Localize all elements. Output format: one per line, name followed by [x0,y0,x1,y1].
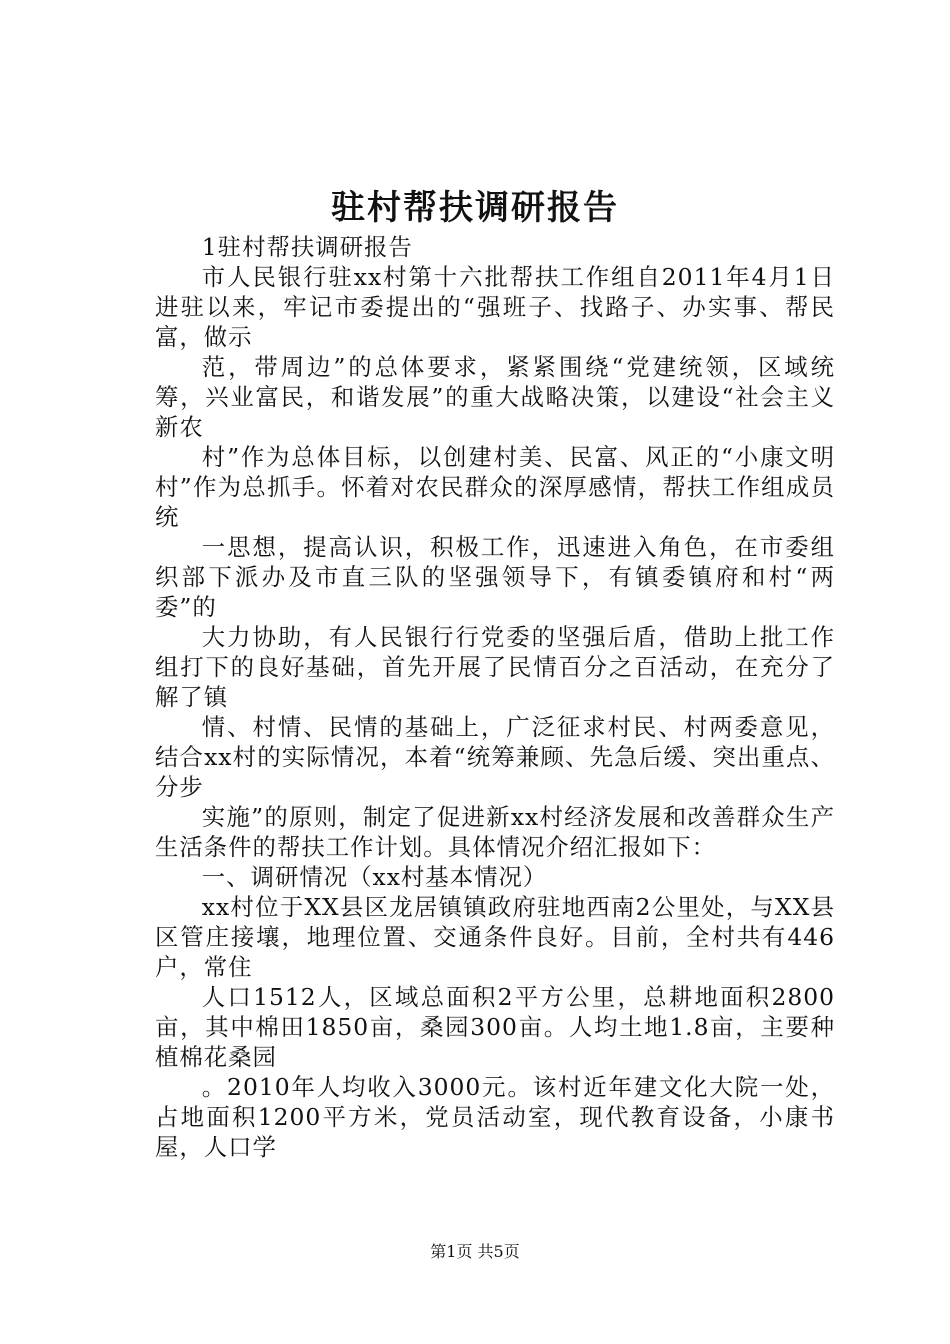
paragraph: 人口1512人，区域总面积2平方公里，总耕地面积2800亩，其中棉田1850亩，桑园300亩。人均土地1.8亩，主要种植棉花桑园 [155,983,835,1071]
paragraph: 实施”的原则，制定了促进新xx村经济发展和改善群众生产生活条件的帮扶工作计划。具体情况介绍汇报如下： [155,803,835,861]
paragraph: 。2010年人均收入3000元。该村近年建文化大院一处，占地面积1200平方米，党员活动室，现代教育设备，小康书屋，人口学 [155,1073,835,1161]
paragraph: 村”作为总体目标，以创建村美、民富、风正的“小康文明村”作为总抓手。怀着对农民群众的深厚感情，帮扶工作组成员统 [155,443,835,531]
paragraph: 大力协助，有人民银行行党委的坚强后盾，借助上批工作组打下的良好基础，首先开展了民情百分之百活动，在充分了解了镇 [155,623,835,711]
paragraph: xx村位于XX县区龙居镇镇政府驻地西南2公里处，与XX县区管庄接壤，地理位置、交通条件良好。目前，全村共有446户，常住 [155,893,835,981]
page-footer: 第1页 共5页 [430,1242,520,1261]
section-heading: 一、调研情况（xx村基本情况） [201,863,548,891]
paragraph: 一思想，提高认识，积极工作，迅速进入角色，在市委组织部下派办及市直三队的坚强领导下，有镇委镇府和村“两委”的 [155,533,835,621]
paragraph: 情、村情、民情的基础上，广泛征求村民、村两委意见，结合xx村的实际情况，本着“统筹兼顾、先急后缓、突出重点、分步 [155,713,835,801]
paragraph: 范，带周边”的总体要求，紧紧围绕“党建统领，区域统筹，兴业富民，和谐发展”的重大战略决策，以建设“社会主义新农 [155,353,835,441]
document-body [155,232,835,1162]
document-title: 驻村帮扶调研报告 [331,188,619,228]
paragraph: 1驻村帮扶调研报告 [201,233,413,261]
paragraph: 市人民银行驻xx村第十六批帮扶工作组自2011年4月1日进驻以来，牢记市委提出的“强班子、找路子、办实事、帮民富，做示 [155,263,835,351]
